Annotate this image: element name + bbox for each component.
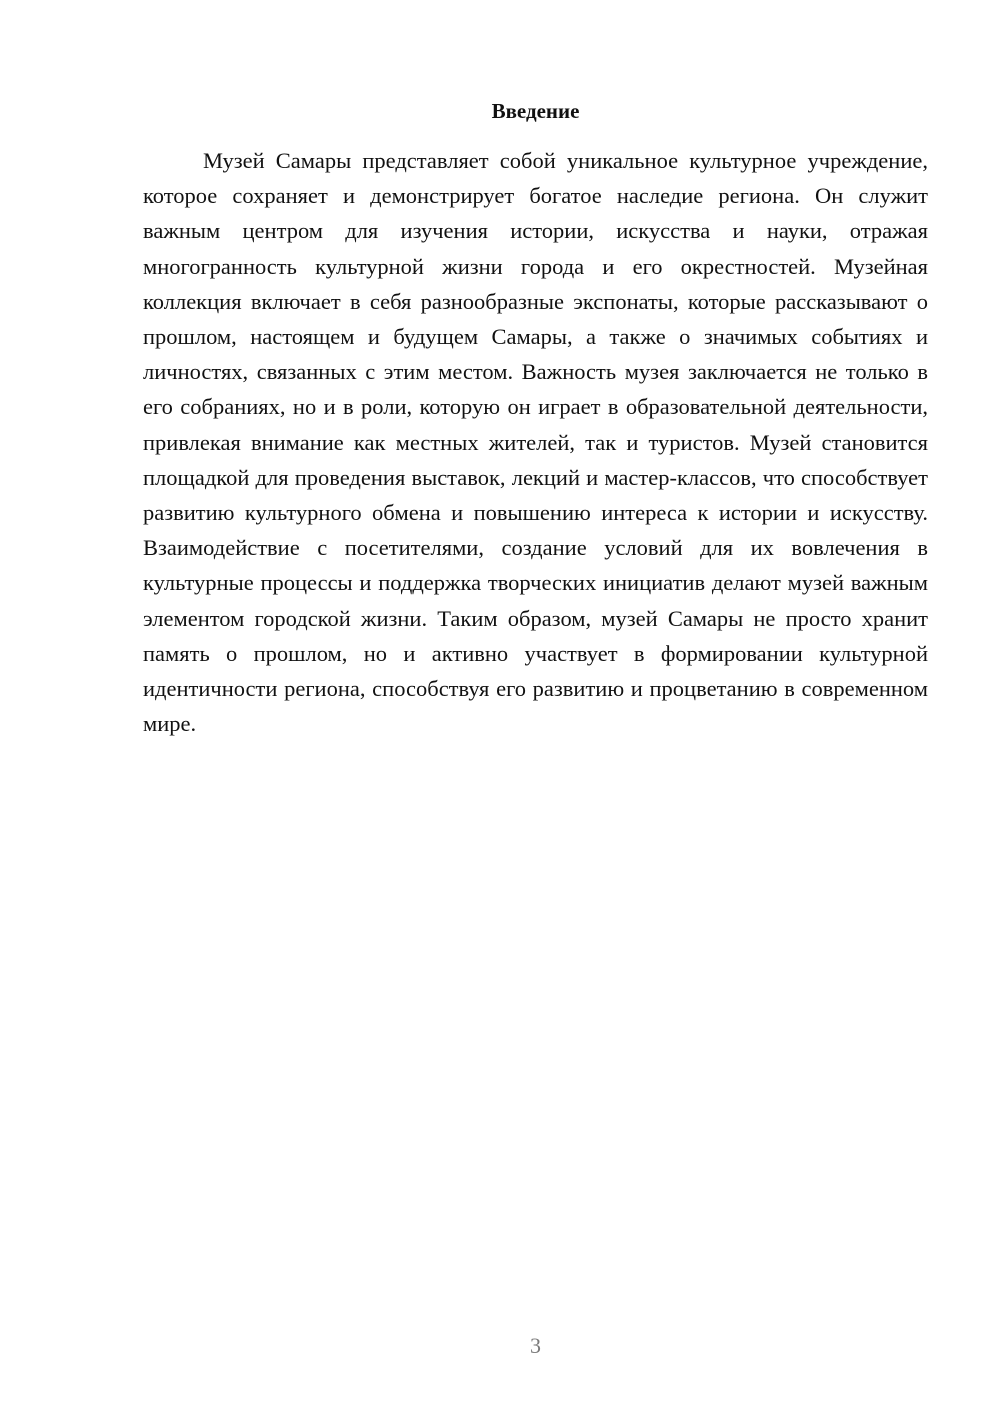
section-heading: Введение [491,99,580,123]
body-paragraph: Музей Самары представляет собой уникальное культурное учреждение, которое сохраняет и демонстрирует богатое наследие региона. Он служит важным центром для изучения истории, искусства и науки, отражая многогранность культурной жизни города и его окрестностей. Музейная коллекция включает в себя разнообразные экспонаты, которые рассказывают о прошлом, настоящем и будущем Самары, а также о значимых событиях и личностях, связанных с этим местом. Важность музея заключается не только в его собраниях, но и в роли, которую он играет в образовательной деятельности, привлекая внимание как местных жителей, так и туристов. Музей становится площадкой для проведения выставок, лекций и мастер-классов, что способствует развитию культурного обмена и повышению интереса к истории и искусству. Взаимодействие с посетителями, создание условий для их вовлечения в культурные процессы и поддержка творческих инициатив делают музей важным элементом городской жизни. Таким образом, музей Самары не просто хранит память о прошлом, но и активно участвует в формировании культурной идентичности региона, способствуя его развитию и процветанию в современном мире. [143,148,928,737]
page-number: 3 [530,1333,541,1358]
